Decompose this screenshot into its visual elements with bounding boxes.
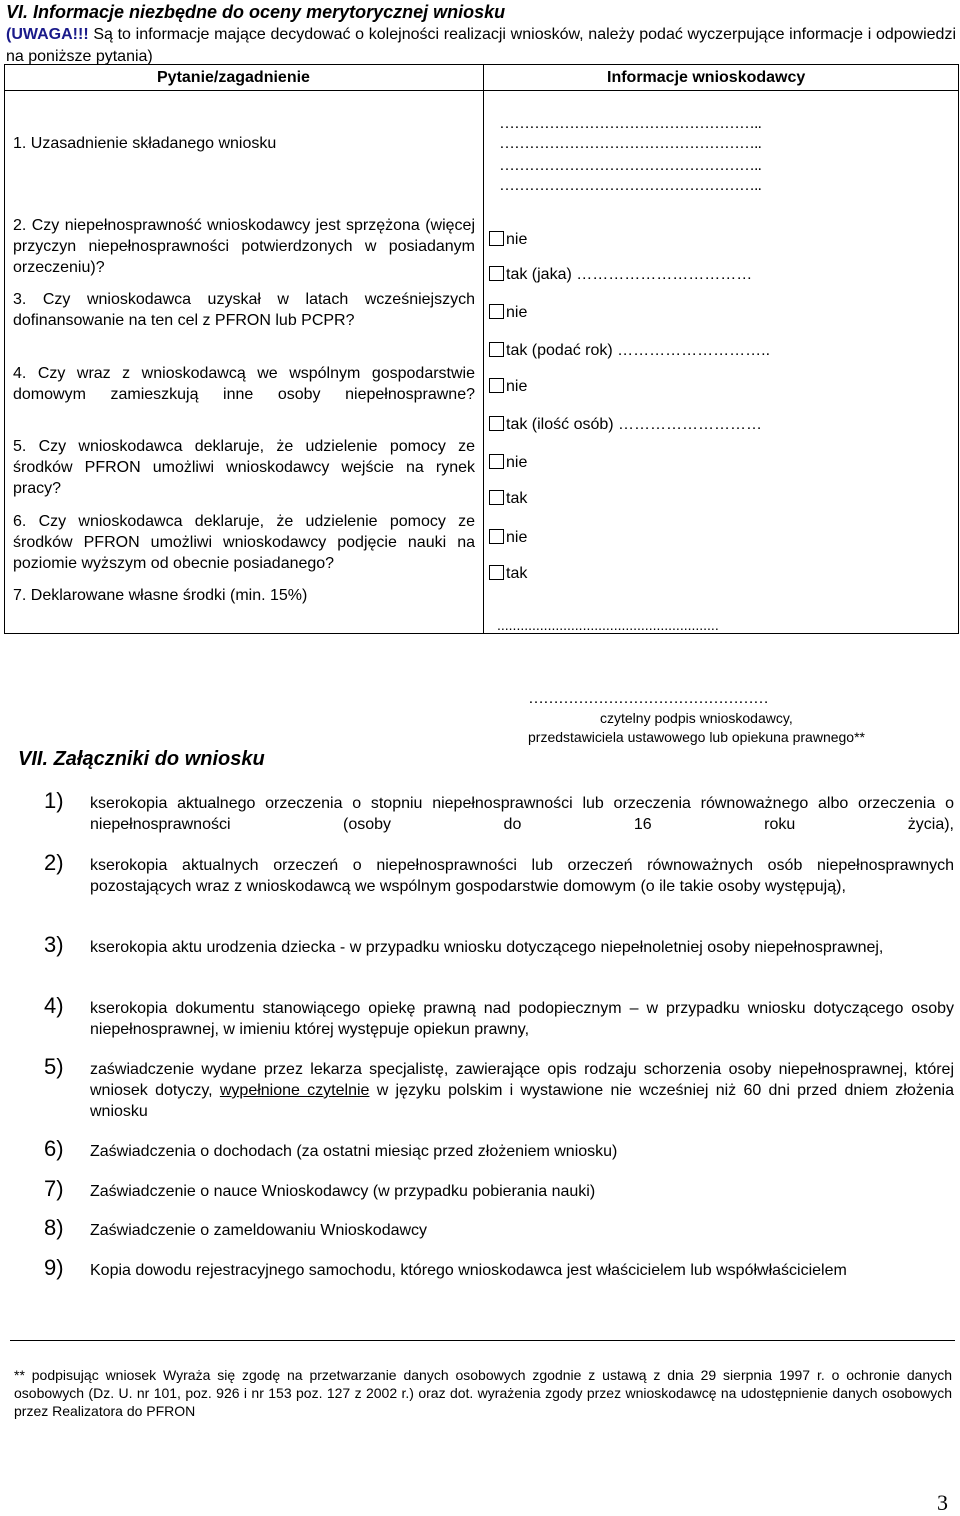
attachment-number: 9) — [44, 1255, 64, 1280]
option-label: nie — [506, 529, 528, 546]
attachment-text-b: w języku polskim i wystawione nie wcześniej niż 60 dni przed dniem złożenia wniosku — [90, 1082, 954, 1120]
section-vi-intro — [6, 24, 956, 68]
q6-option-tak[interactable] — [489, 564, 527, 584]
attachment-number: 4) — [44, 993, 64, 1018]
attachment-number: 7) — [44, 1176, 64, 1201]
checkbox[interactable] — [489, 231, 504, 246]
option-label: nie — [506, 231, 528, 248]
attachment-item-1 — [44, 788, 954, 835]
question-3: 3. Czy wnioskodawca uzyskał w latach wcześniejszych dofinansowanie na ten cel z PFRON lub PCPR? — [13, 291, 475, 329]
column-header-answer: Informacje wnioskodawcy — [607, 69, 806, 86]
attachment-number: 8) — [44, 1215, 64, 1240]
attachment-item-7 — [44, 1176, 954, 1202]
question-4: 4. Czy wraz z wnioskodawcą we wspólnym gospodarstwie domowym zamieszkują inne osoby niepełnosprawne? — [13, 365, 475, 403]
attachment-item-2 — [44, 850, 954, 897]
attachment-text: kserokopia dokumentu stanowiącego opiekę prawną nad podopiecznym – w przypadku wniosku dotyczącego osoby niepełnosprawnej, w imieniu której występuje opiekun prawny, — [90, 1000, 954, 1038]
q1-answer-line-4[interactable]: …………………………………………….. — [499, 177, 761, 194]
q2-option-nie[interactable] — [489, 230, 527, 250]
attachment-text: Zaświadczenia o dochodach (za ostatni miesiąc przed złożeniem wniosku) — [90, 1143, 618, 1160]
footnote-divider — [10, 1340, 955, 1341]
option-label: tak (podać rok) ……………………….. — [506, 342, 771, 359]
option-label: tak — [506, 490, 528, 507]
question-1: 1. Uzasadnienie składanego wniosku — [13, 135, 277, 152]
q1-answer-line-2[interactable]: …………………………………………….. — [499, 135, 761, 152]
intro-text: Są to informacje mające decydować o kolejności realizacji wniosków, należy podać wyczerpujące informacje i odpowiedzi na poniższe pytania) — [6, 26, 956, 65]
question-7: 7. Deklarowane własne środki (min. 15%) — [13, 587, 308, 604]
table-column-divider — [483, 65, 484, 633]
attachment-number: 2) — [44, 850, 64, 875]
attachment-text-underlined: wypełnione czytelnie — [219, 1082, 370, 1099]
q2-option-tak[interactable] — [489, 265, 752, 285]
checkbox[interactable] — [489, 416, 504, 431]
attachment-item-9 — [44, 1255, 954, 1281]
attachment-item-8 — [44, 1215, 954, 1241]
option-label: tak (ilość osób) ……………………… — [506, 416, 763, 433]
footnote: ** podpisując wniosek Wyraża się zgodę na przetwarzanie danych osobowych zgodnie z ustawą z dnia 29 sierpnia 1997 r. o ochronie danych osobowych (Dz. U. nr 101, poz. 926 i nr 153 poz. 127 z 2002 r.) oraz dot. wyrażenia zgody przez wnioskodawcę na udostępnienie danych osobowych przez Realizatora do PFRON — [14, 1367, 952, 1419]
q7-answer-line[interactable]: ......................................................... — [497, 617, 719, 633]
q4-option-nie[interactable] — [489, 377, 527, 397]
warning-label: (UWAGA!!! — [6, 26, 89, 43]
q3-option-nie[interactable] — [489, 303, 527, 323]
attachment-text: kserokopia aktualnego orzeczenia o stopniu niepełnosprawności lub orzeczenia równoważnego albo orzeczenia o niepełnosprawności (osoby do 16 roku życia), — [90, 795, 954, 833]
section-vii-title: VII. Załączniki do wniosku — [18, 748, 265, 770]
option-label: nie — [506, 454, 528, 471]
attachment-number: 1) — [44, 788, 64, 813]
signature-caption-2: przedstawiciela ustawowego lub opiekuna prawnego** — [528, 729, 865, 745]
page-number: 3 — [937, 1490, 948, 1515]
attachment-text: kserokopia aktualnych orzeczeń o niepełnosprawności lub orzeczeń równoważnych osób niepełnosprawnych pozostających wraz z wnioskodawcą we wspólnym gospodarstwie domowym (o ile takie osoby występują), — [90, 857, 954, 895]
q6-option-nie[interactable] — [489, 528, 527, 548]
signature-line[interactable]: ………………………………………… — [528, 690, 768, 707]
option-label: nie — [506, 378, 528, 395]
checkbox[interactable] — [489, 304, 504, 319]
option-label: tak — [506, 565, 528, 582]
attachment-text: Zaświadczenie o zameldowaniu Wnioskodawcy — [90, 1222, 428, 1239]
attachment-item-3 — [44, 932, 954, 958]
attachment-text: kserokopia aktu urodzenia dziecka - w przypadku wniosku dotyczącego niepełnoletniej osoby niepełnosprawnej, — [90, 939, 884, 956]
option-label: nie — [506, 304, 528, 321]
checkbox[interactable] — [489, 266, 504, 281]
q5-option-nie[interactable] — [489, 453, 527, 473]
attachment-text-a: zaświadczenie wydane przez lekarza specjalistę, zawierające opis rodzaju schorzenia osoby niepełnosprawnej, której wniosek dotyczy, — [90, 1061, 954, 1099]
checkbox[interactable] — [489, 529, 504, 544]
section-vi-title: VI. Informacje niezbędne do oceny merytorycznej wniosku — [6, 2, 506, 22]
table-header-divider — [5, 90, 958, 91]
q1-answer-line-1[interactable]: …………………………………………….. — [499, 115, 761, 132]
attachment-number: 5) — [44, 1054, 64, 1079]
attachment-text: Zaświadczenie o nauce Wnioskodawcy (w przypadku pobierania nauki) — [90, 1183, 596, 1200]
column-header-question: Pytanie/zagadnienie — [157, 69, 310, 86]
q3-option-tak[interactable] — [489, 341, 770, 361]
question-5: 5. Czy wnioskodawca deklaruje, że udzielenie pomocy ze środków PFRON umożliwi wnioskodawcy wejście na rynek pracy? — [13, 438, 475, 497]
attachment-number: 6) — [44, 1136, 64, 1161]
checkbox[interactable] — [489, 378, 504, 393]
option-label: tak (jaka) …………………………… — [506, 266, 753, 283]
attachment-text: Kopia dowodu rejestracyjnego samochodu, którego wnioskodawca jest właścicielem lub współwłaścicielem — [90, 1262, 847, 1279]
question-2: 2. Czy niepełnosprawność wnioskodawcy jest sprzężona (więcej przyczyn niepełnosprawności potwierdzonych w posiadanym orzeczeniu)? — [13, 217, 475, 276]
attachment-number: 3) — [44, 932, 64, 957]
q4-option-tak[interactable] — [489, 415, 762, 435]
attachment-item-6 — [44, 1136, 954, 1162]
checkbox[interactable] — [489, 342, 504, 357]
signature-caption-1: czytelny podpis wnioskodawcy, — [600, 710, 793, 726]
question-6: 6. Czy wnioskodawca deklaruje, że udzielenie pomocy ze środków PFRON umożliwi wnioskodawcy podjęcie nauki na poziomie wyższym od obecnie posiadanego? — [13, 513, 475, 572]
attachment-item-5 — [44, 1054, 954, 1122]
q5-option-tak[interactable] — [489, 489, 527, 509]
attachment-text — [90, 1059, 954, 1122]
attachment-item-4 — [44, 993, 954, 1040]
q1-answer-line-3[interactable]: …………………………………………….. — [499, 157, 761, 174]
questions-table — [4, 64, 959, 634]
checkbox[interactable] — [489, 490, 504, 505]
checkbox[interactable] — [489, 565, 504, 580]
checkbox[interactable] — [489, 454, 504, 469]
